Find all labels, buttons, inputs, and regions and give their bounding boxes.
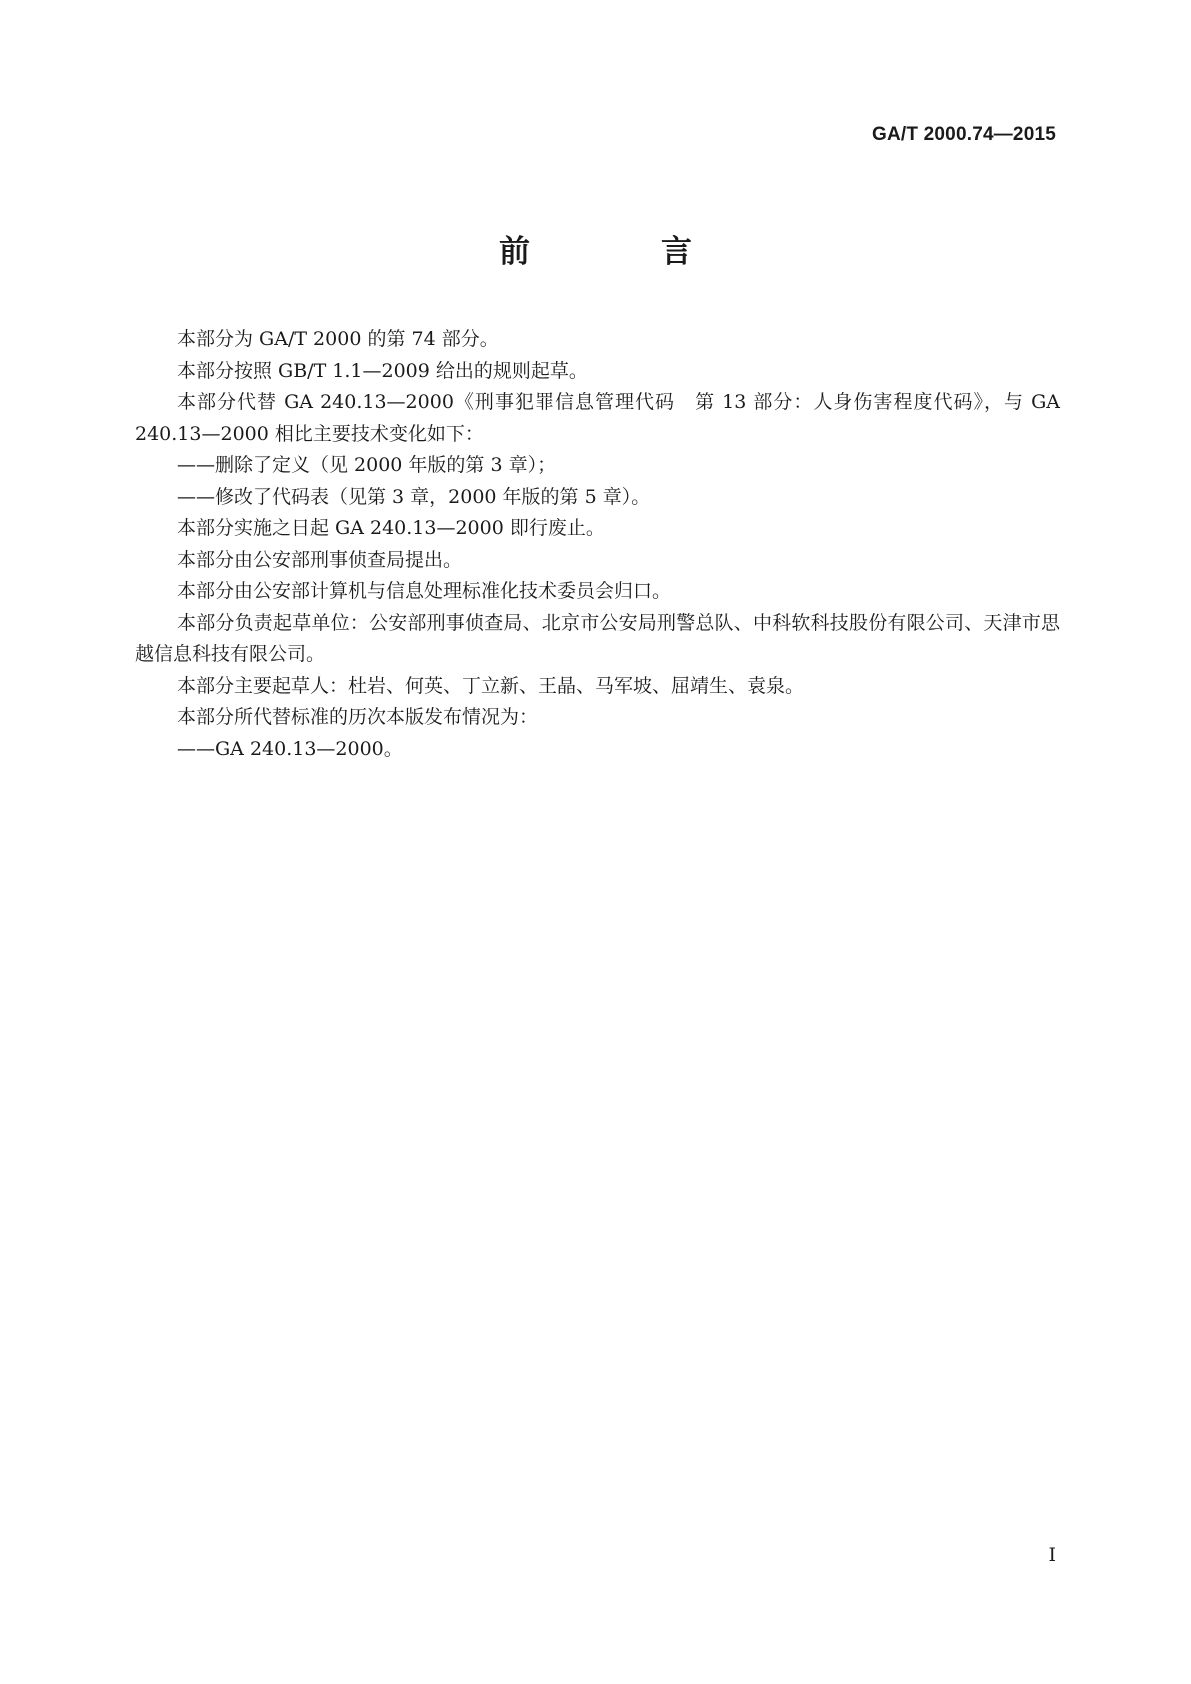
document-body (135, 324, 1060, 765)
list-item-change: ——删除了定义（见 2000 年版的第 3 章）； (177, 454, 557, 476)
paragraph-replacement: 本部分代替 GA 240.13—2000《刑事犯罪信息管理代码 第 13 部分：人身伤害程度代码》，与 GA 240.13—2000 相比主要技术变化如下： (135, 391, 1060, 445)
list-item-change: ——修改了代码表（见第 3 章，2000 年版的第 5 章）。 (177, 485, 651, 508)
paragraph-drafting-units: 本部分负责起草单位：公安部刑事侦查局、北京市公安局刑警总队、中科软科技股份有限公司、天津市思越信息科技有限公司。 (135, 611, 1060, 665)
paragraph-part-number: 本部分为 GA/T 2000 的第 74 部分。 (177, 328, 499, 350)
standard-code: GA/T 2000.74—2015 (871, 124, 1056, 145)
paragraph-committee: 本部分由公安部计算机与信息处理标准化技术委员会归口。 (177, 580, 672, 602)
paragraph-proposer: 本部分由公安部刑事侦查局提出。 (177, 548, 463, 571)
paragraph-abolish: 本部分实施之日起 GA 240.13—2000 即行废止。 (177, 517, 605, 539)
paragraph-drafting-rules: 本部分按照 GB/T 1.1—2009 给出的规则起草。 (177, 359, 588, 382)
paragraph-drafters: 本部分主要起草人：杜岩、何英、丁立新、王晶、马军坡、屈靖生、袁泉。 (177, 674, 805, 697)
page-title: 前 言 (499, 234, 742, 270)
list-item-history: ——GA 240.13—2000。 (177, 737, 403, 760)
paragraph-history: 本部分所代替标准的历次本版发布情况为： (177, 706, 539, 728)
page-number: I (1048, 1544, 1056, 1566)
